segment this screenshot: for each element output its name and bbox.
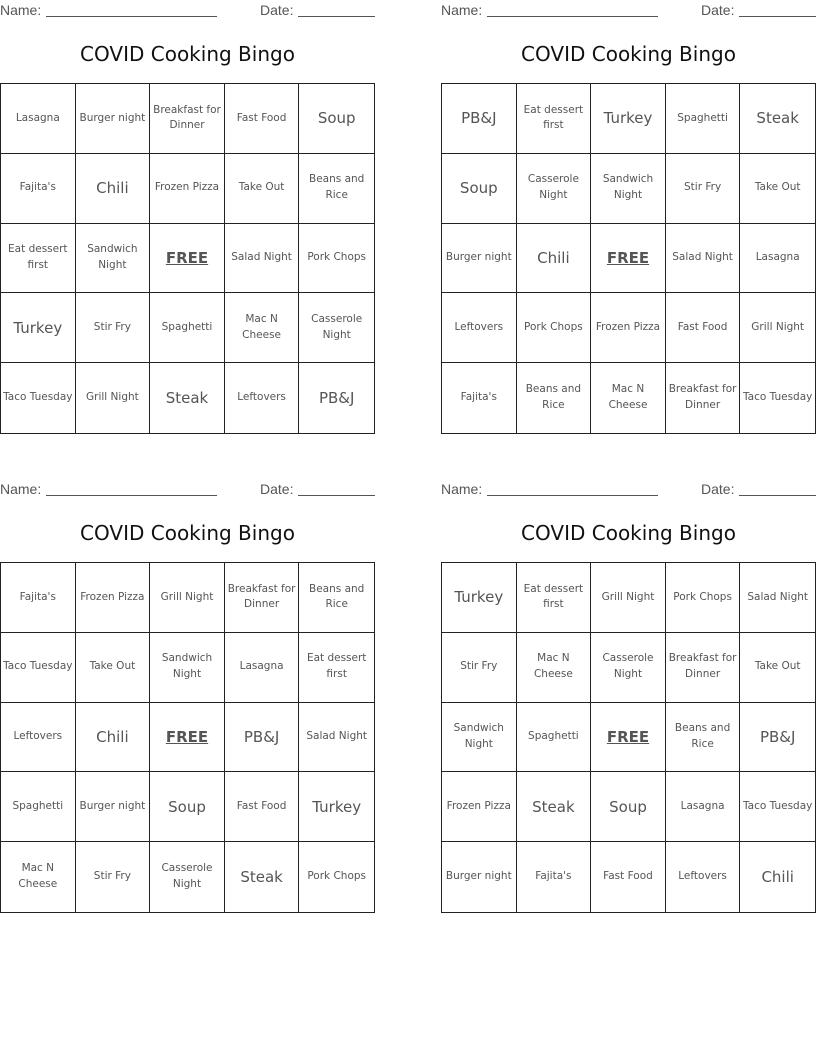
- bingo-cell: PB&J: [225, 703, 300, 773]
- bingo-cell: Sandwich Night: [150, 633, 225, 703]
- bingo-grid: [441, 83, 816, 434]
- bingo-cell: Stir Fry: [76, 293, 151, 363]
- bingo-cell: Grill Night: [76, 363, 151, 433]
- bingo-cell: Beans and Rice: [299, 154, 374, 224]
- bingo-cell: Spaghetti: [666, 84, 741, 154]
- bingo-cell: Pork Chops: [299, 224, 374, 294]
- bingo-cell: Fast Food: [225, 84, 300, 154]
- bingo-cell: Fajita's: [1, 563, 76, 633]
- bingo-cell: Breakfast for Dinner: [150, 84, 225, 154]
- bingo-cell: Soup: [150, 772, 225, 842]
- bingo-cell: Stir Fry: [442, 633, 517, 703]
- bingo-cell: Fast Food: [666, 293, 741, 363]
- bingo-cell: Mac N Cheese: [517, 633, 592, 703]
- card-header: [0, 0, 375, 20]
- bingo-cell: Fajita's: [442, 363, 517, 433]
- bingo-cell: Chili: [517, 224, 592, 294]
- bingo-cell: Mac N Cheese: [225, 293, 300, 363]
- bingo-cell: Frozen Pizza: [76, 563, 151, 633]
- bingo-cell: Leftovers: [666, 842, 741, 912]
- name-line: [487, 495, 658, 496]
- bingo-cell: Take Out: [740, 633, 815, 703]
- bingo-cell: Taco Tuesday: [740, 772, 815, 842]
- bingo-cell: Eat dessert first: [517, 84, 592, 154]
- bingo-card-4: [441, 479, 816, 886]
- bingo-cell: Salad Night: [666, 224, 741, 294]
- bingo-cell: Lasagna: [225, 633, 300, 703]
- bingo-cell: Take Out: [740, 154, 815, 224]
- bingo-card-1: [0, 0, 375, 407]
- bingo-cell: Fajita's: [517, 842, 592, 912]
- bingo-cell: Breakfast for Dinner: [666, 633, 741, 703]
- bingo-cell: Pork Chops: [666, 563, 741, 633]
- bingo-cell: Turkey: [1, 293, 76, 363]
- bingo-cell: Stir Fry: [666, 154, 741, 224]
- bingo-cell: Eat dessert first: [299, 633, 374, 703]
- bingo-cell: Lasagna: [1, 84, 76, 154]
- free-cell: FREE: [591, 703, 666, 773]
- date-line: [298, 495, 375, 496]
- bingo-cell: Salad Night: [740, 563, 815, 633]
- bingo-cell: Stir Fry: [76, 842, 151, 912]
- name-line: [46, 495, 217, 496]
- bingo-cell: Mac N Cheese: [591, 363, 666, 433]
- bingo-cell: Sandwich Night: [591, 154, 666, 224]
- date-line: [739, 495, 816, 496]
- card-title: COVID Cooking Bingo: [521, 42, 736, 66]
- bingo-card-2: [441, 0, 816, 412]
- card-title: COVID Cooking Bingo: [80, 42, 295, 66]
- bingo-cell: Burger night: [76, 84, 151, 154]
- date-line: [298, 16, 375, 17]
- bingo-cell: Salad Night: [225, 224, 300, 294]
- bingo-cell: Grill Night: [591, 563, 666, 633]
- bingo-cell: Soup: [299, 84, 374, 154]
- name-line: [46, 16, 217, 17]
- bingo-cell: Eat dessert first: [1, 224, 76, 294]
- bingo-cell: Chili: [761, 867, 794, 886]
- bingo-cell: Frozen Pizza: [591, 293, 666, 363]
- free-cell: FREE: [591, 224, 666, 294]
- bingo-cell: Burger night: [442, 842, 517, 912]
- bingo-cell: Fajita's: [1, 154, 76, 224]
- bingo-cell: Steak: [150, 363, 225, 433]
- bingo-cell: Pork Chops: [517, 293, 592, 363]
- bingo-cell: Chili: [76, 703, 151, 773]
- bingo-cell: Taco Tuesday: [743, 391, 813, 404]
- bingo-grid: [0, 83, 375, 434]
- bingo-cell: PB&J: [740, 703, 815, 773]
- card-header: [0, 479, 375, 499]
- bingo-cell: Burger night: [76, 772, 151, 842]
- card-title: COVID Cooking Bingo: [521, 521, 736, 545]
- bingo-cell: Lasagna: [666, 772, 741, 842]
- name-line: [487, 16, 658, 17]
- bingo-cell: Leftovers: [442, 293, 517, 363]
- bingo-cell: Turkey: [442, 563, 517, 633]
- name-label: Name:: [0, 481, 42, 497]
- bingo-cell: Steak: [740, 84, 815, 154]
- bingo-cell: Lasagna: [740, 224, 815, 294]
- bingo-cell: Turkey: [299, 772, 374, 842]
- bingo-cell: Spaghetti: [1, 772, 76, 842]
- free-cell: FREE: [150, 703, 225, 773]
- bingo-cell: Salad Night: [299, 703, 374, 773]
- bingo-cell: Spaghetti: [517, 703, 592, 773]
- bingo-cell: Burger night: [442, 224, 517, 294]
- bingo-cell: Grill Night: [150, 563, 225, 633]
- date-label: Date:: [260, 2, 294, 18]
- bingo-cell: PB&J: [442, 84, 517, 154]
- bingo-cell: Fast Food: [225, 772, 300, 842]
- bingo-cell: Soup: [442, 154, 517, 224]
- name-label: Name:: [0, 2, 42, 18]
- bingo-cell: Casserole Night: [299, 293, 374, 363]
- card-header: [441, 479, 816, 499]
- bingo-cell: Casserole Night: [591, 633, 666, 703]
- bingo-cell: Sandwich Night: [76, 224, 151, 294]
- bingo-cell: Turkey: [591, 84, 666, 154]
- bingo-cell: Sandwich Night: [442, 703, 517, 773]
- bingo-cell: Pork Chops: [307, 870, 367, 883]
- date-label: Date:: [701, 2, 735, 18]
- date-line: [739, 16, 816, 17]
- bingo-cell: Casserole Night: [517, 154, 592, 224]
- card-header: [441, 0, 816, 20]
- bingo-cell: Beans and Rice: [517, 363, 592, 433]
- name-label: Name:: [441, 2, 483, 18]
- bingo-cell: Beans and Rice: [666, 703, 741, 773]
- bingo-cell: Taco Tuesday: [1, 363, 76, 433]
- bingo-cell: Steak: [225, 842, 300, 912]
- bingo-cell: Fast Food: [591, 842, 666, 912]
- bingo-cell: Take Out: [76, 633, 151, 703]
- bingo-cell: Casserole Night: [150, 842, 225, 912]
- free-cell: FREE: [150, 224, 225, 294]
- bingo-grid: [441, 562, 816, 913]
- card-title: COVID Cooking Bingo: [80, 521, 295, 545]
- bingo-cell: Breakfast for Dinner: [225, 563, 300, 633]
- date-label: Date:: [260, 481, 294, 497]
- name-label: Name:: [441, 481, 483, 497]
- bingo-cell: Leftovers: [225, 363, 300, 433]
- bingo-cell: Grill Night: [740, 293, 815, 363]
- bingo-cell: Breakfast for Dinner: [666, 363, 741, 433]
- bingo-cell: Eat dessert first: [517, 563, 592, 633]
- bingo-cell: Mac N Cheese: [1, 842, 76, 912]
- bingo-cell: Soup: [591, 772, 666, 842]
- bingo-cell: Spaghetti: [150, 293, 225, 363]
- bingo-card-3: [0, 479, 375, 891]
- bingo-cell: Taco Tuesday: [1, 633, 76, 703]
- bingo-cell: Frozen Pizza: [150, 154, 225, 224]
- bingo-cell: Take Out: [225, 154, 300, 224]
- bingo-cell: Steak: [517, 772, 592, 842]
- bingo-cell: Chili: [76, 154, 151, 224]
- bingo-cell: Beans and Rice: [299, 563, 374, 633]
- bingo-grid: [0, 562, 375, 913]
- bingo-cell: Frozen Pizza: [442, 772, 517, 842]
- date-label: Date:: [701, 481, 735, 497]
- bingo-cell: Leftovers: [1, 703, 76, 773]
- bingo-cell: PB&J: [318, 388, 355, 407]
